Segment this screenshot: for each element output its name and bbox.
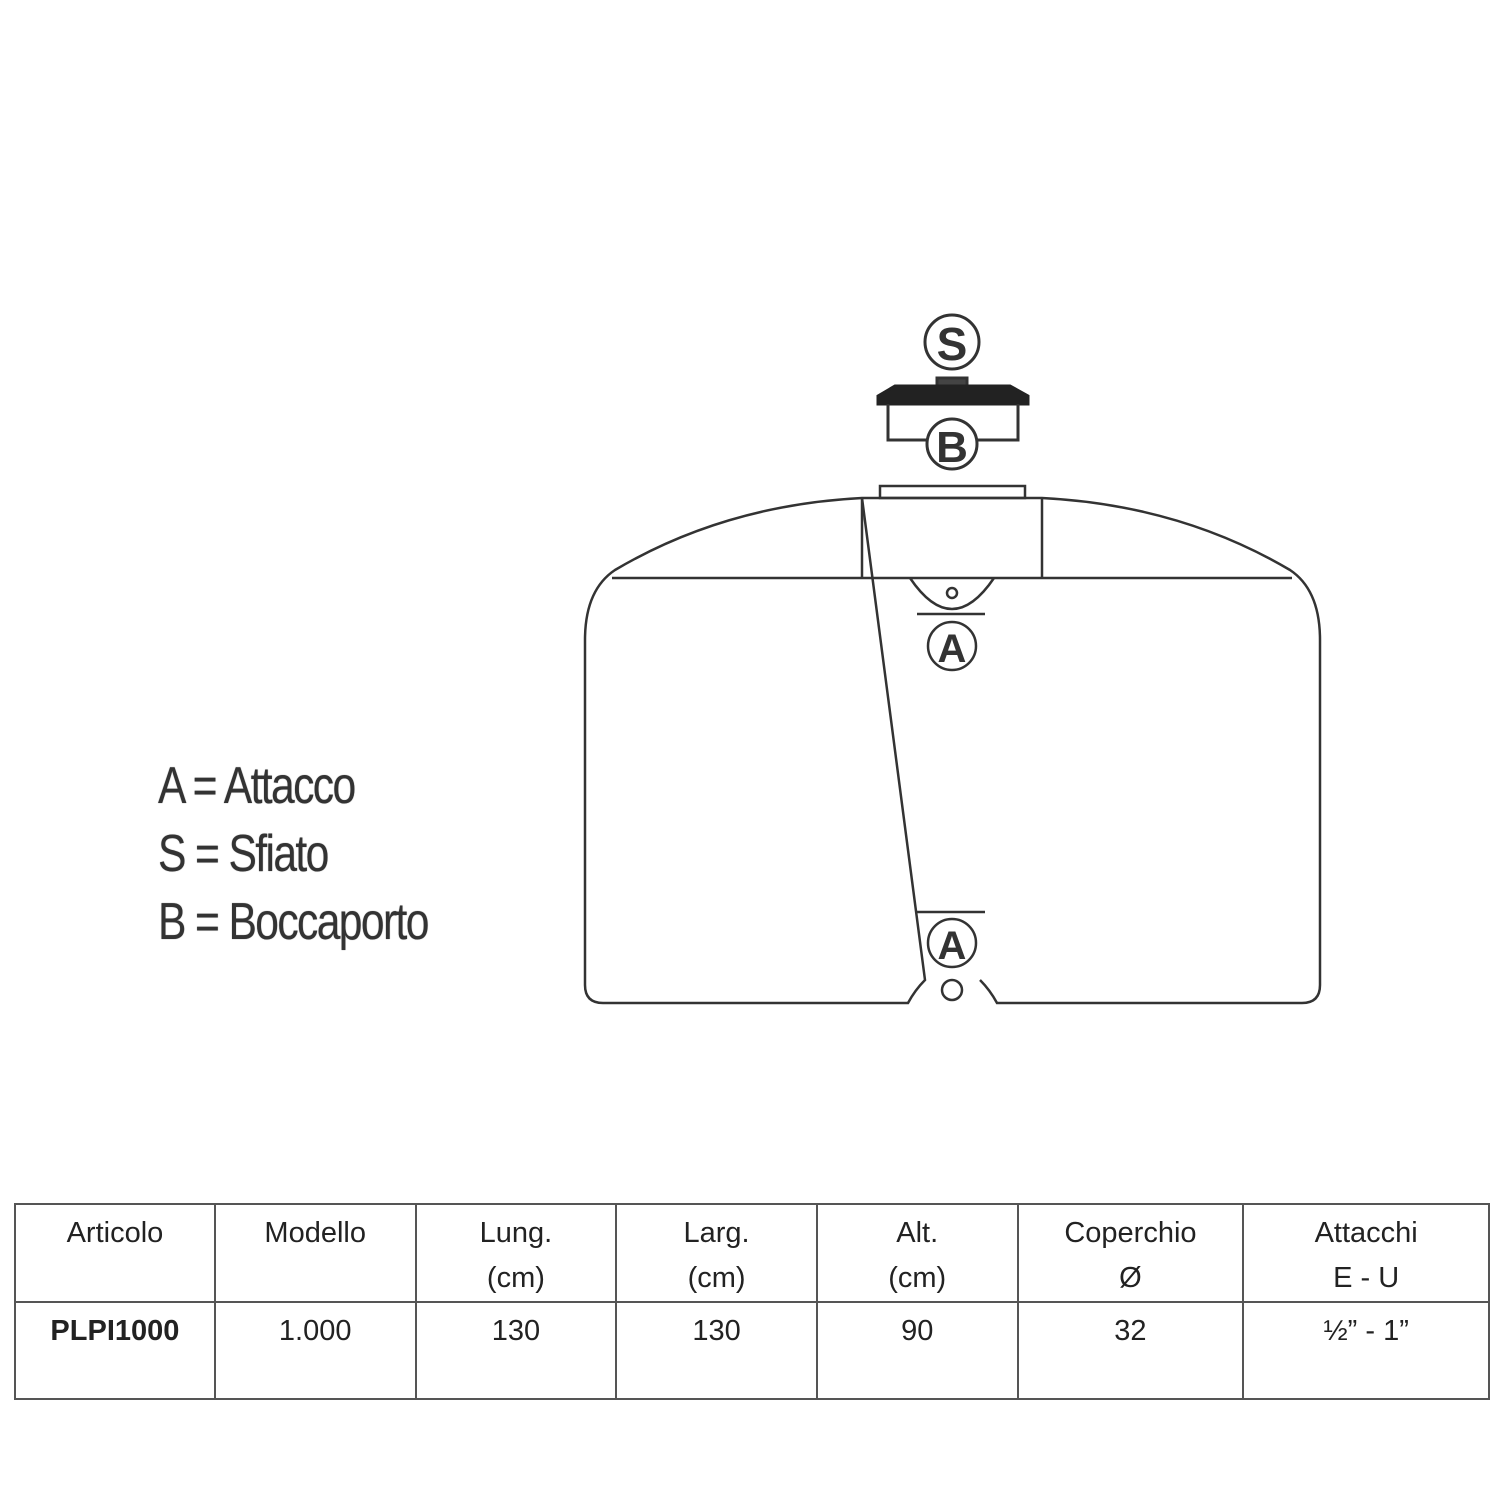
table-header-row bbox=[15, 1204, 1489, 1302]
cell-larg: 130 bbox=[616, 1302, 817, 1399]
header-lung: Lung. (cm) bbox=[416, 1204, 617, 1302]
attacco-bottom-marker-label: A bbox=[937, 924, 967, 968]
cell-attacchi: ½” - 1” bbox=[1243, 1302, 1489, 1399]
legend-item-attacco bbox=[158, 752, 428, 820]
cell-modello: 1.000 bbox=[215, 1302, 416, 1399]
legend-text: Attacco bbox=[223, 757, 355, 815]
header-alt: Alt. (cm) bbox=[817, 1204, 1018, 1302]
lid-assembly bbox=[878, 315, 1028, 472]
bottom-fitting-hole bbox=[942, 980, 962, 1000]
tank-body bbox=[585, 486, 1320, 1003]
attacco-top-marker-label: A bbox=[937, 627, 967, 671]
cell-articolo: PLPI1000 bbox=[15, 1302, 215, 1399]
header-articolo: Articolo bbox=[15, 1204, 215, 1302]
tank-neck bbox=[880, 486, 1025, 498]
header-attacchi: Attacchi E - U bbox=[1243, 1204, 1489, 1302]
top-fitting-recess bbox=[910, 578, 994, 609]
legend bbox=[158, 752, 428, 956]
spec-table bbox=[14, 1203, 1490, 1400]
legend-key: A bbox=[158, 757, 183, 815]
cell-alt: 90 bbox=[817, 1302, 1018, 1399]
legend-key: B bbox=[158, 893, 185, 951]
legend-item-sfiato bbox=[158, 820, 428, 888]
boccaporto-marker-label: B bbox=[936, 423, 968, 472]
legend-text: Sfiato bbox=[228, 825, 328, 883]
legend-key: S bbox=[158, 825, 185, 883]
header-coperchio: Coperchio Ø bbox=[1018, 1204, 1244, 1302]
cell-lung: 130 bbox=[416, 1302, 617, 1399]
lid-top bbox=[878, 386, 1028, 404]
legend-eq: = bbox=[195, 825, 219, 883]
legend-text: Boccaporto bbox=[228, 893, 428, 951]
legend-eq: = bbox=[195, 893, 219, 951]
table-row bbox=[15, 1302, 1489, 1399]
cell-coperchio: 32 bbox=[1018, 1302, 1244, 1399]
legend-item-boccaporto bbox=[158, 888, 428, 956]
legend-eq: = bbox=[192, 757, 216, 815]
header-larg: Larg. (cm) bbox=[616, 1204, 817, 1302]
top-fitting-hole bbox=[947, 588, 957, 598]
header-modello: Modello bbox=[215, 1204, 416, 1302]
sfiato-marker-label: S bbox=[936, 318, 968, 370]
